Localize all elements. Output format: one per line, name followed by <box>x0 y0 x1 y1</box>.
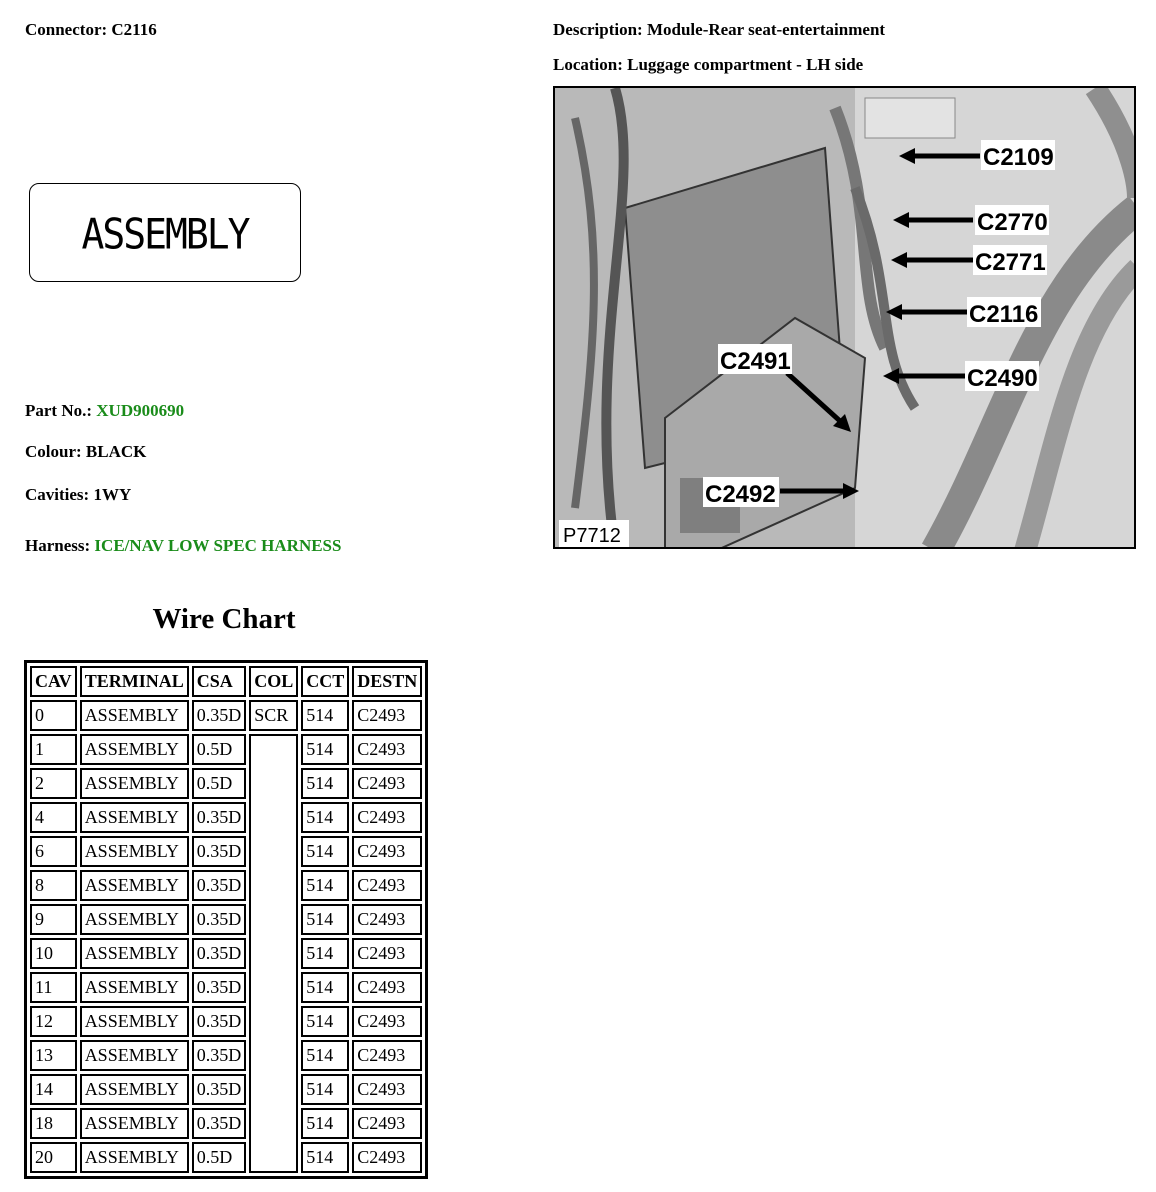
part-no-label: Part No.: <box>25 401 93 420</box>
cell-cct: 514 <box>301 768 349 799</box>
cell-cct: 514 <box>301 1074 349 1105</box>
cell-cav: 1 <box>30 734 77 765</box>
cell-terminal: ASSEMBLY <box>80 1006 189 1037</box>
table-row <box>30 1074 422 1105</box>
location-photo <box>553 86 1136 549</box>
cell-destn: C2493 <box>352 768 422 799</box>
cell-destn: C2493 <box>352 1108 422 1139</box>
table-row <box>30 1006 422 1037</box>
cell-cav: 6 <box>30 836 77 867</box>
cell-cct: 514 <box>301 1108 349 1139</box>
cell-cct: 514 <box>301 700 349 731</box>
assembly-label: ASSEMBLY <box>81 209 249 259</box>
table-row <box>30 802 422 833</box>
cavities-label: Cavities: <box>25 485 90 504</box>
cell-csa: 0.5D <box>192 1142 247 1173</box>
cell-csa: 0.5D <box>192 734 247 765</box>
cell-cct: 514 <box>301 972 349 1003</box>
description-label: Description: <box>553 20 643 39</box>
connector-value: C2116 <box>111 20 157 39</box>
cell-terminal: ASSEMBLY <box>80 734 189 765</box>
cell-csa: 0.35D <box>192 700 247 731</box>
location-value: Luggage compartment - LH side <box>627 55 864 74</box>
cell-destn: C2493 <box>352 972 422 1003</box>
cell-cav: 18 <box>30 1108 77 1139</box>
description-value: Module-Rear seat-entertainment <box>646 20 886 39</box>
cell-terminal: ASSEMBLY <box>80 700 189 731</box>
location-label: Location: <box>553 55 623 74</box>
cell-destn: C2493 <box>352 836 422 867</box>
cell-terminal: ASSEMBLY <box>80 938 189 969</box>
callout-c2771: C2771 <box>975 249 1046 276</box>
cell-cct: 514 <box>301 938 349 969</box>
header-col: COL <box>249 666 298 697</box>
cell-csa: 0.35D <box>192 904 247 935</box>
wire-chart-table <box>24 660 428 1179</box>
cell-destn: C2493 <box>352 1006 422 1037</box>
cell-csa: 0.35D <box>192 870 247 901</box>
cell-cav: 4 <box>30 802 77 833</box>
cell-terminal: ASSEMBLY <box>80 768 189 799</box>
header-terminal: TERMINAL <box>80 666 189 697</box>
cell-cav: 0 <box>30 700 77 731</box>
cell-terminal: ASSEMBLY <box>80 802 189 833</box>
cell-terminal: ASSEMBLY <box>80 836 189 867</box>
cell-destn: C2493 <box>352 734 422 765</box>
location-line <box>553 55 863 75</box>
assembly-box <box>29 183 301 282</box>
table-row <box>30 734 422 765</box>
table-row <box>30 904 422 935</box>
cell-cct: 514 <box>301 1040 349 1071</box>
cell-cav: 12 <box>30 1006 77 1037</box>
cell-csa: 0.35D <box>192 836 247 867</box>
cell-terminal: ASSEMBLY <box>80 972 189 1003</box>
cell-destn: C2493 <box>352 802 422 833</box>
table-row <box>30 1142 422 1173</box>
cell-destn: C2493 <box>352 904 422 935</box>
cell-terminal: ASSEMBLY <box>80 904 189 935</box>
cell-csa: 0.35D <box>192 1040 247 1071</box>
cell-csa: 0.35D <box>192 972 247 1003</box>
cell-destn: C2493 <box>352 700 422 731</box>
harness-label: Harness: <box>25 536 91 555</box>
cell-csa: 0.35D <box>192 1074 247 1105</box>
cell-destn: C2493 <box>352 1040 422 1071</box>
table-row <box>30 700 422 731</box>
cell-csa: 0.35D <box>192 938 247 969</box>
cell-destn: C2493 <box>352 1142 422 1173</box>
part-no-link[interactable]: XUD900690 <box>96 401 185 420</box>
colour-line <box>25 442 146 462</box>
wire-chart-header-row <box>30 666 422 697</box>
header-cct: CCT <box>301 666 349 697</box>
cell-terminal: ASSEMBLY <box>80 870 189 901</box>
cell-terminal: ASSEMBLY <box>80 1142 189 1173</box>
cell-cav: 9 <box>30 904 77 935</box>
cell-cav: 8 <box>30 870 77 901</box>
cavities-value: 1WY <box>93 485 132 504</box>
cell-cav: 11 <box>30 972 77 1003</box>
table-row <box>30 1108 422 1139</box>
callout-c2490: C2490 <box>967 365 1038 392</box>
cell-cav: 14 <box>30 1074 77 1105</box>
cell-cct: 514 <box>301 1006 349 1037</box>
cell-cav: 20 <box>30 1142 77 1173</box>
callout-c2491: C2491 <box>720 348 791 375</box>
header-cav: CAV <box>30 666 77 697</box>
table-row <box>30 870 422 901</box>
connector-label: Connector: <box>25 20 108 39</box>
header-destn: DESTN <box>352 666 422 697</box>
cell-cct: 514 <box>301 1142 349 1173</box>
location-photo-drawing <box>555 88 1136 549</box>
callout-c2109: C2109 <box>983 144 1054 171</box>
table-row <box>30 768 422 799</box>
table-row <box>30 938 422 969</box>
cell-csa: 0.35D <box>192 1006 247 1037</box>
table-row <box>30 972 422 1003</box>
cell-csa: 0.35D <box>192 1108 247 1139</box>
cell-terminal: ASSEMBLY <box>80 1074 189 1105</box>
cell-destn: C2493 <box>352 1074 422 1105</box>
connector-line <box>25 20 157 40</box>
description-line <box>553 20 885 40</box>
cell-csa: 0.35D <box>192 802 247 833</box>
callout-c2770: C2770 <box>977 209 1048 236</box>
cell-destn: C2493 <box>352 938 422 969</box>
plate-number: P7712 <box>563 525 621 547</box>
cell-destn: C2493 <box>352 870 422 901</box>
cell-cav: 13 <box>30 1040 77 1071</box>
cavities-line <box>25 485 131 505</box>
callout-c2492: C2492 <box>705 481 776 508</box>
harness-line <box>25 536 341 556</box>
cell-cct: 514 <box>301 904 349 935</box>
cell-cct: 514 <box>301 836 349 867</box>
colour-value: BLACK <box>85 442 147 461</box>
cell-col: SCR <box>249 700 298 731</box>
cell-cct: 514 <box>301 870 349 901</box>
wire-chart-title: Wire Chart <box>152 603 296 635</box>
cell-csa: 0.5D <box>192 768 247 799</box>
wire-chart-body <box>30 700 422 1173</box>
cell-cct: 514 <box>301 802 349 833</box>
colour-label: Colour: <box>25 442 82 461</box>
cell-terminal: ASSEMBLY <box>80 1108 189 1139</box>
harness-link[interactable]: ICE/NAV LOW SPEC HARNESS <box>94 536 342 555</box>
cell-terminal: ASSEMBLY <box>80 1040 189 1071</box>
cell-cct: 514 <box>301 734 349 765</box>
cell-cav: 2 <box>30 768 77 799</box>
cell-cav: 10 <box>30 938 77 969</box>
cell-col-empty <box>249 734 298 1173</box>
table-row <box>30 1040 422 1071</box>
table-row <box>30 836 422 867</box>
callout-c2116: C2116 <box>969 301 1039 328</box>
header-csa: CSA <box>192 666 247 697</box>
part-no-line <box>25 401 184 421</box>
